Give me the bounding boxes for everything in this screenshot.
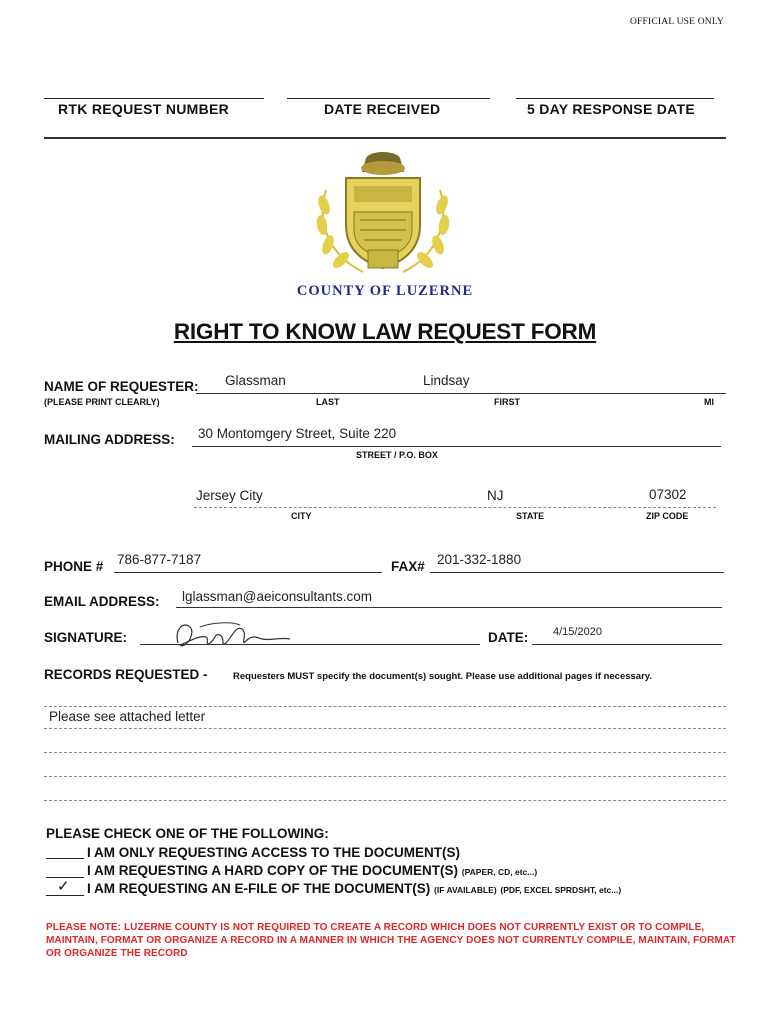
date-received-label: DATE RECEIVED [324,101,441,117]
option-efile-text: I AM REQUESTING AN E-FILE OF THE DOCUMENT(S) [87,881,431,896]
date-received-line[interactable] [287,98,490,99]
legal-note: PLEASE NOTE: LUZERNE COUNTY IS NOT REQUIRED TO CREATE A RECORD WHICH DOES NOT CURRENTLY EXIST OR TO COMPILE, MAINTAIN, FORMAT OR ORGANIZE A RECORD IN A MANNER IN WHICH THE AGENCY DOES NOT CURRENTLY COMPILE, MAINTAIN, FORMAT OR ORGANIZE THE RECORD [46,922,736,959]
records-instruction: Requesters MUST specify the document(s) sought. Please use additional pages if necessary. [233,671,652,682]
phone-line [114,572,382,573]
mailing-address-label: MAILING ADDRESS: [44,432,175,447]
email-value[interactable]: lglassman@aeiconsultants.com [182,589,373,604]
state-value[interactable]: NJ [487,488,504,503]
zip-value[interactable]: 07302 [649,487,687,502]
signature-label: SIGNATURE: [44,630,127,645]
state-label: STATE [516,511,545,521]
rtk-number-label: RTK REQUEST NUMBER [58,101,230,117]
records-line-5 [44,800,726,801]
email-line [176,607,722,608]
requester-first-value[interactable]: Lindsay [423,373,470,388]
fax-label: FAX# [391,559,425,574]
option-efile-extra: (PDF, EXCEL SPRDSHT, etc...) [500,885,622,895]
phone-label: PHONE # [44,559,104,574]
date-line [532,644,722,645]
option-efile-blank[interactable] [46,895,84,896]
signature-icon[interactable] [170,615,295,655]
records-line-2 [44,728,726,729]
response-date-line[interactable] [516,98,714,99]
city-state-zip-line [194,507,716,508]
option-efile-checkmark[interactable]: ✓ [57,878,70,895]
records-requested-label: RECORDS REQUESTED - [44,667,208,682]
print-clearly-note: (PLEASE PRINT CLEARLY) [44,397,160,407]
phone-value[interactable]: 786-877-7187 [117,552,202,567]
requester-label: NAME OF REQUESTER: [44,379,199,394]
date-label: DATE: [488,630,529,645]
option-efile [87,881,621,896]
requester-last-value[interactable]: Glassman [225,373,286,388]
requester-name-line [196,393,726,394]
option-access [87,845,460,860]
records-value[interactable]: Please see attached letter [49,709,206,724]
county-name: COUNTY OF LUZERNE [296,283,474,299]
option-hardcopy-text: I AM REQUESTING A HARD COPY OF THE DOCUMENT(S) [87,863,459,878]
option-hardcopy [87,863,537,878]
mi-label: MI [704,397,714,407]
fax-line [430,572,724,573]
zip-label: ZIP CODE [646,511,689,521]
form-title: RIGHT TO KNOW LAW REQUEST FORM [173,319,597,344]
option-access-blank[interactable] [46,858,84,859]
street-value[interactable]: 30 Montomgery Street, Suite 220 [198,426,397,441]
date-value[interactable]: 4/15/2020 [553,626,602,638]
option-access-text: I AM ONLY REQUESTING ACCESS TO THE DOCUMENT(S) [87,845,461,860]
street-label: STREET / P.O. BOX [356,450,438,460]
check-heading: PLEASE CHECK ONE OF THE FOLLOWING: [46,826,329,841]
city-value[interactable]: Jersey City [196,488,263,503]
street-line [192,446,721,447]
records-line-4 [44,776,726,777]
county-seal-icon [308,150,458,282]
header-divider [44,137,726,139]
option-hardcopy-extra: (PAPER, CD, etc...) [461,867,538,877]
email-label: EMAIL ADDRESS: [44,594,160,609]
records-line-3 [44,752,726,753]
option-efile-small: (IF AVAILABLE) [434,885,497,895]
official-use-label: OFFICIAL USE ONLY [630,17,724,27]
fax-value[interactable]: 201-332-1880 [437,552,522,567]
response-date-label: 5 DAY RESPONSE DATE [527,101,696,117]
city-label: CITY [291,511,312,521]
first-label: FIRST [494,397,520,407]
records-line-1 [44,706,726,707]
last-label: LAST [316,397,340,407]
rtk-number-line[interactable] [44,98,264,99]
